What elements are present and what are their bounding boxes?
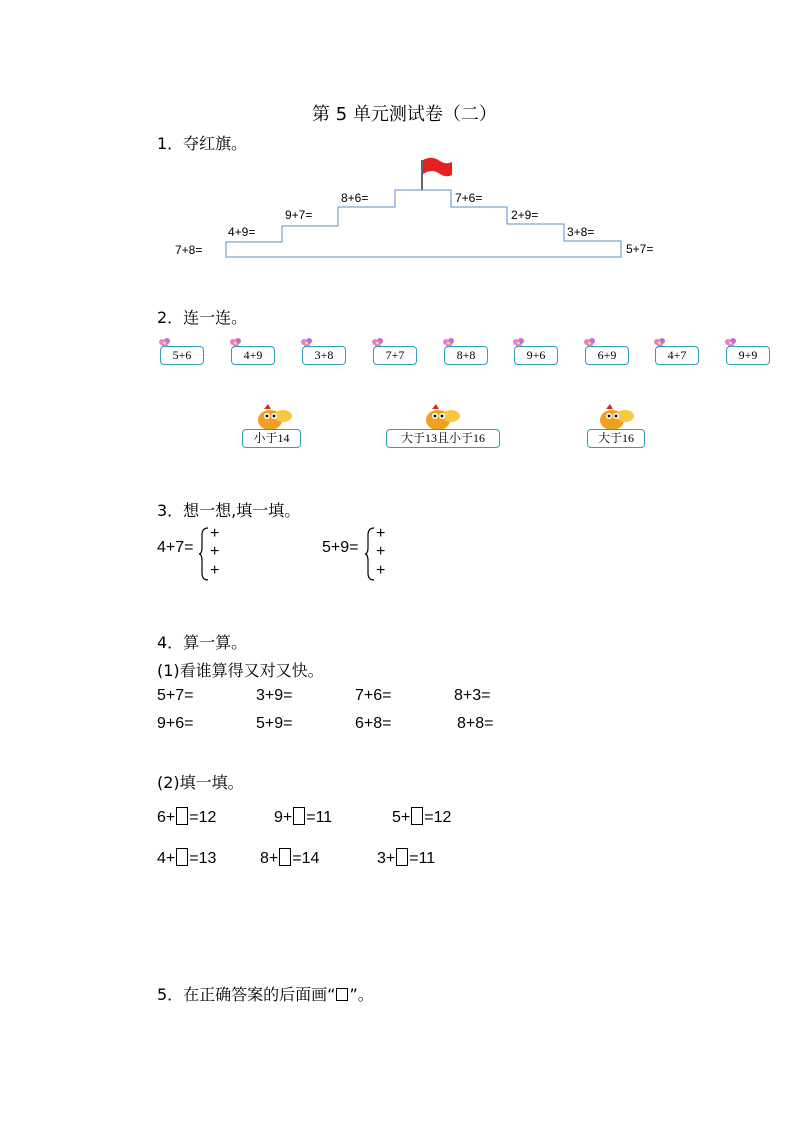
left-brace-icon — [364, 527, 376, 581]
q1-heading: 1．夺红旗。 — [157, 134, 248, 153]
expression-card[interactable]: 6+9 — [585, 346, 629, 365]
calc-item: 5+7= — [157, 687, 194, 704]
bird-icon — [418, 402, 464, 432]
q1-right-2: 2+9= — [511, 208, 539, 222]
calc-item: 3+9= — [256, 687, 293, 704]
flag — [422, 158, 452, 190]
fill-item: 6+ =12 — [157, 809, 217, 826]
stairs-diagram — [0, 150, 794, 270]
answer-box[interactable] — [411, 807, 423, 825]
stairs-outline — [226, 190, 621, 257]
bird-icon — [250, 402, 296, 432]
q4-heading: 4．算一算。 — [157, 633, 248, 652]
red-flag-icon — [423, 158, 452, 177]
calc-item: 8+8= — [457, 715, 494, 732]
q1-left-4: 8+6= — [341, 191, 369, 205]
q1-left-1: 7+8= — [175, 243, 203, 257]
answer-box[interactable] — [176, 807, 188, 825]
q5-heading: 5．在正确答案的后面画“ ”。 — [157, 985, 374, 1004]
q1-right-3: 3+8= — [567, 225, 595, 239]
q3-a-plus-3: + — [210, 562, 220, 579]
fill-item: 3+ =11 — [377, 850, 436, 867]
q3-expr-b: 5+9= — [322, 539, 359, 556]
check-box-icon — [336, 988, 348, 1001]
q4-sub2: (2)填一填。 — [157, 773, 244, 792]
answer-box[interactable] — [176, 848, 188, 866]
calc-item: 5+9= — [256, 715, 293, 732]
q3-b-plus-2: + — [376, 543, 386, 560]
fill-item: 4+ =13 — [157, 850, 217, 867]
target-less-than-14[interactable]: 小于14 — [242, 429, 301, 448]
expression-card[interactable]: 3+8 — [302, 346, 346, 365]
calc-item: 9+6= — [157, 715, 194, 732]
q3-heading: 3．想一想,填一填。 — [157, 501, 301, 520]
calc-item: 7+6= — [355, 687, 392, 704]
target-between-13-16[interactable]: 大于13且小于16 — [386, 429, 500, 448]
q1-left-3: 9+7= — [285, 208, 313, 222]
q3-b-plus-3: + — [376, 562, 386, 579]
fill-item: 5+ =12 — [392, 809, 452, 826]
expression-card[interactable]: 8+8 — [444, 346, 488, 365]
q3-a-plus-2: + — [210, 543, 220, 560]
q3-b-plus-1: + — [376, 525, 386, 542]
expression-card[interactable]: 9+9 — [726, 346, 770, 365]
expression-card[interactable]: 4+9 — [231, 346, 275, 365]
target-greater-than-16[interactable]: 大于16 — [587, 429, 645, 448]
answer-box[interactable] — [293, 807, 305, 825]
q3-a-plus-1: + — [210, 525, 220, 542]
expression-card[interactable]: 5+6 — [160, 346, 204, 365]
expression-card[interactable]: 7+7 — [373, 346, 417, 365]
q3-expr-a: 4+7= — [157, 539, 194, 556]
q1-right-4: 5+7= — [626, 242, 654, 256]
answer-box[interactable] — [279, 848, 291, 866]
q1-left-2: 4+9= — [228, 225, 256, 239]
q1-right-1: 7+6= — [455, 191, 483, 205]
page-title: 第 5 单元测试卷（二） — [312, 104, 497, 125]
answer-box[interactable] — [396, 848, 408, 866]
q2-heading: 2．连一连。 — [157, 308, 248, 327]
bird-icon — [592, 402, 638, 432]
calc-item: 8+3= — [454, 687, 491, 704]
fill-item: 9+ =11 — [274, 809, 333, 826]
expression-card[interactable]: 4+7 — [655, 346, 699, 365]
left-brace-icon — [198, 527, 210, 581]
fill-item: 8+ =14 — [260, 850, 320, 867]
expression-card[interactable]: 9+6 — [514, 346, 558, 365]
calc-item: 6+8= — [355, 715, 392, 732]
q4-sub1: (1)看谁算得又对又快。 — [157, 661, 324, 680]
